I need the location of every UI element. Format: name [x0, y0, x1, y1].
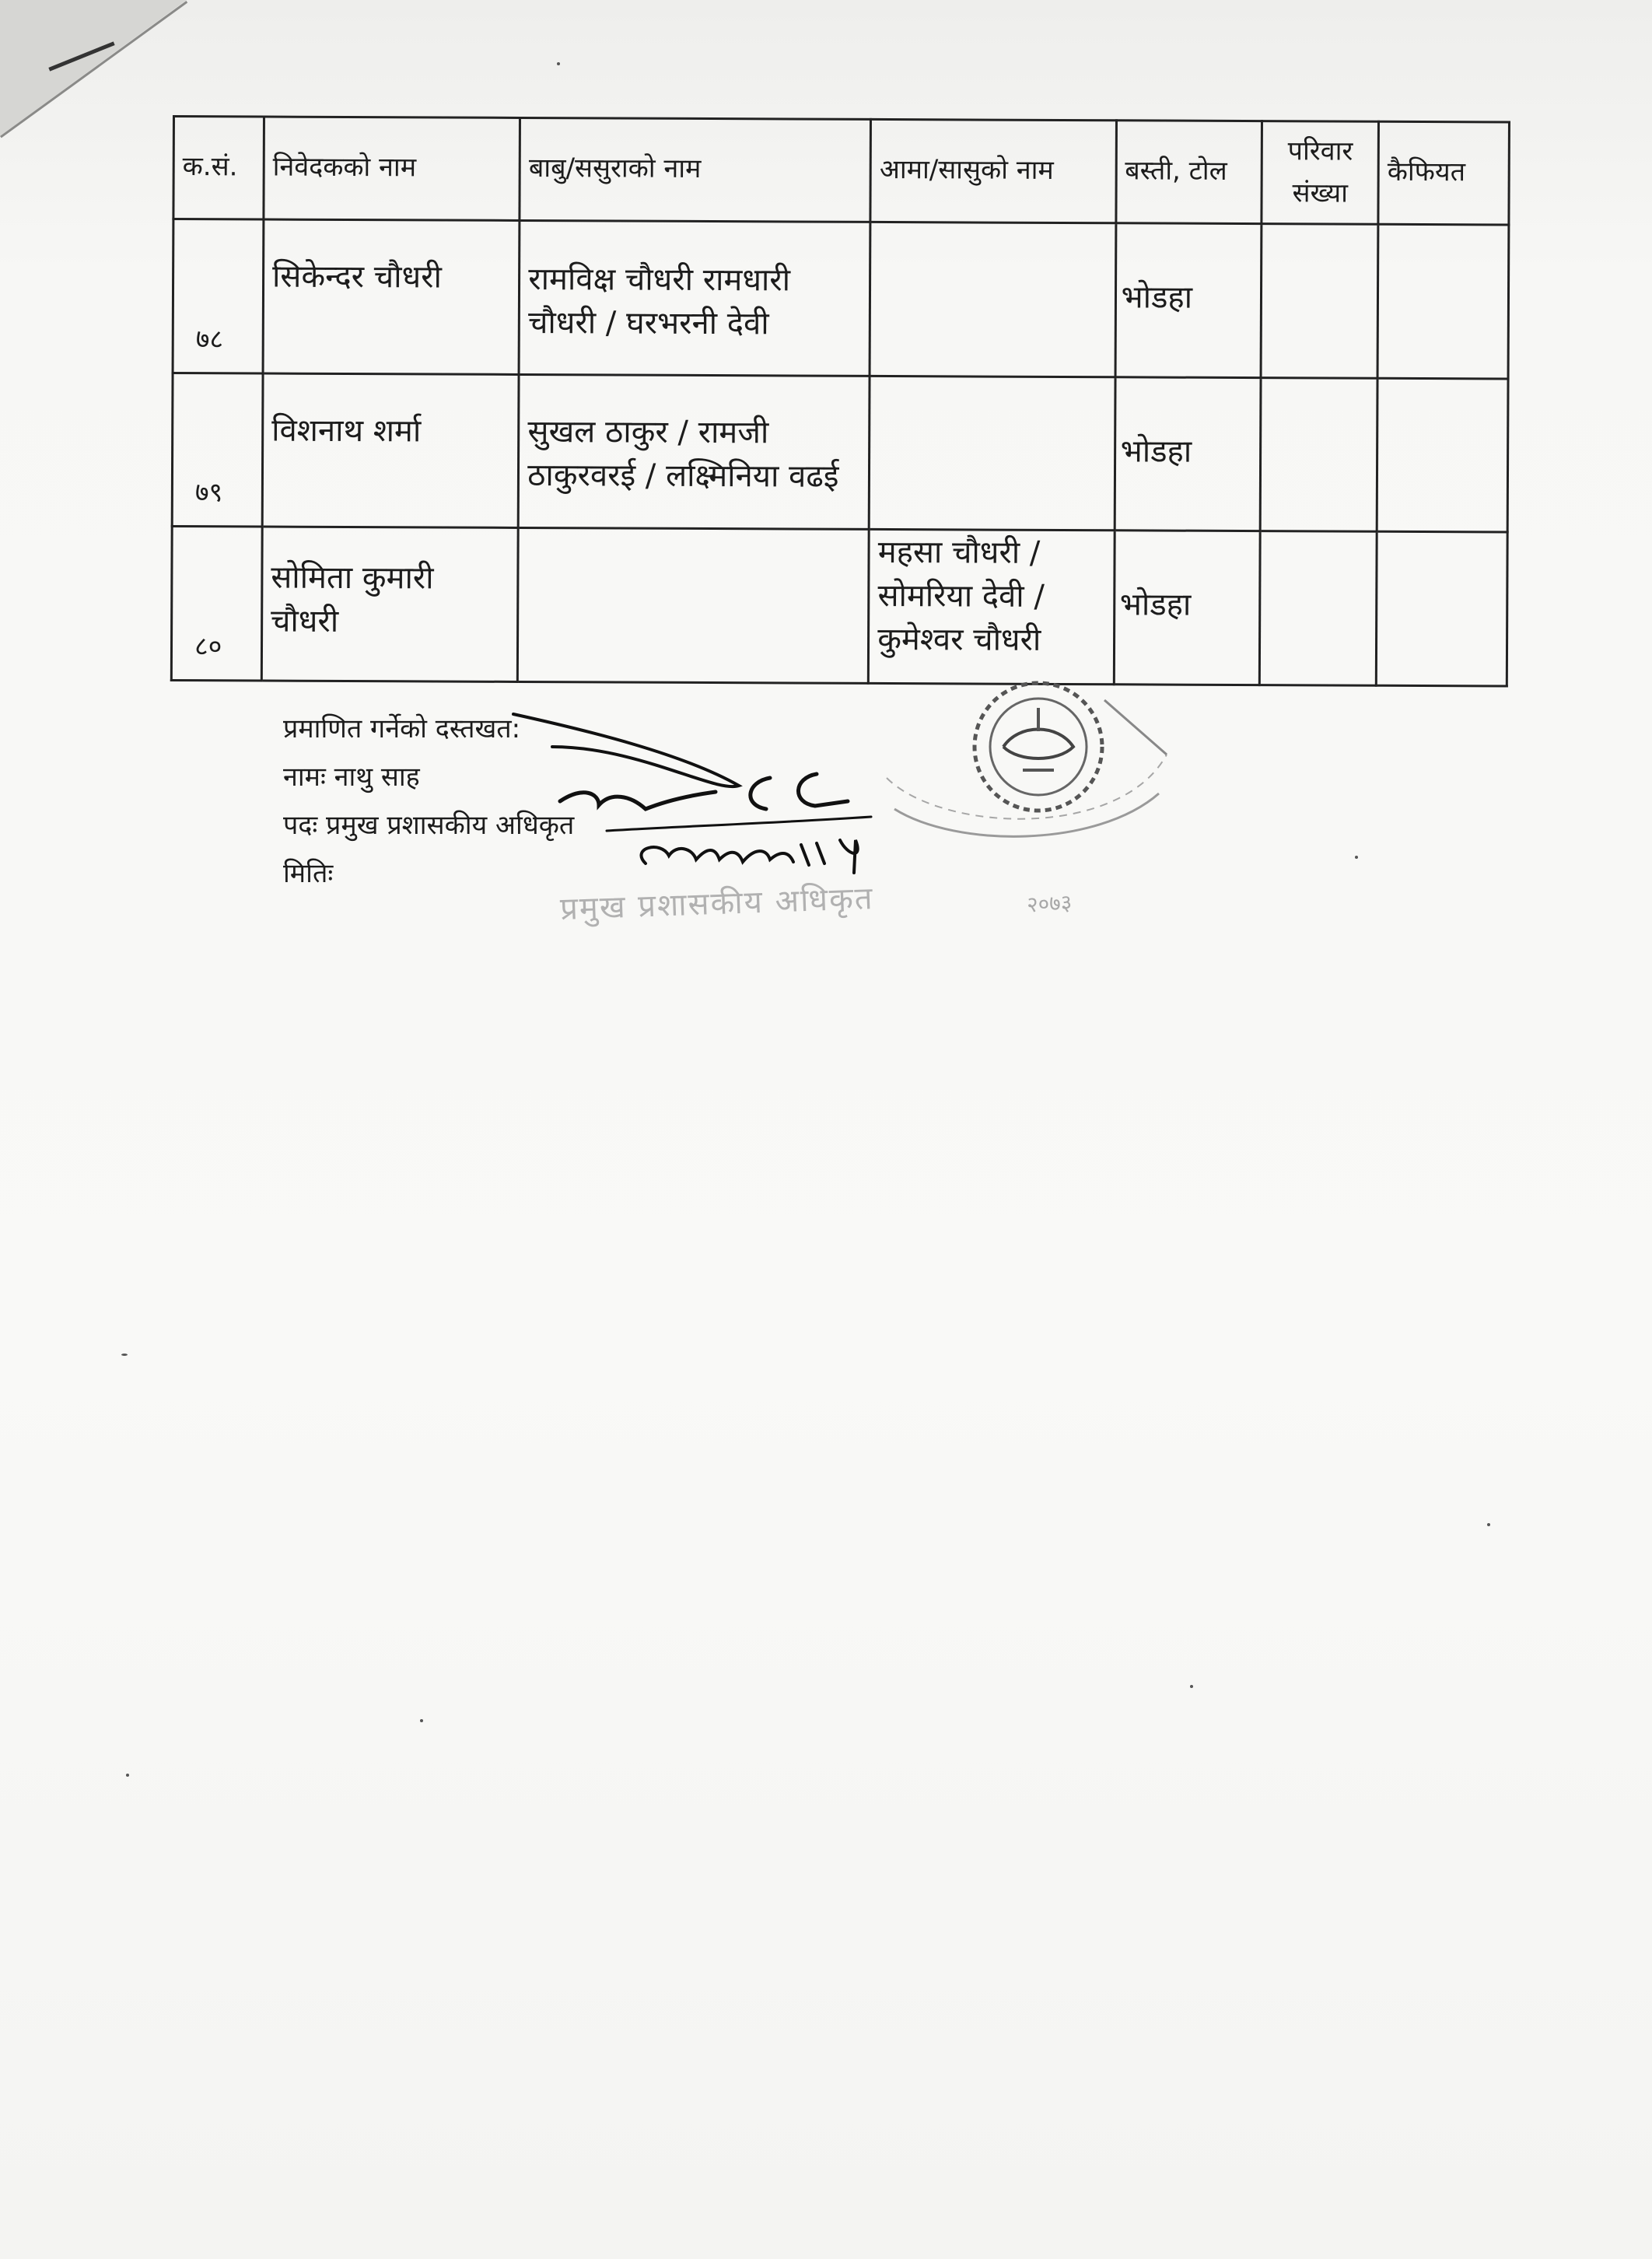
row-sn: ८० — [171, 527, 262, 681]
signature-label: प्रमाणित गर्नेको दस्तखत: — [283, 713, 521, 744]
scan-speck — [1355, 856, 1358, 859]
row-family-count — [1261, 224, 1378, 378]
row-remarks — [1377, 224, 1509, 378]
row-father-name — [518, 528, 870, 684]
row-father-name: सुखल ठाकुर / रामजी ठाकुरवरई / लक्ष्मिनिया वढई — [518, 374, 870, 530]
date-label: मितिः — [283, 858, 334, 889]
scan-speck — [126, 1774, 129, 1777]
table-header-row — [173, 117, 1510, 225]
header-mother-name: आमा/सासुको नाम — [870, 119, 1116, 222]
scan-speck — [121, 1354, 128, 1356]
table-row — [173, 219, 1509, 379]
office-seal — [871, 653, 1182, 902]
row-remarks — [1377, 378, 1508, 532]
row-mother-name — [869, 376, 1115, 531]
row-place: भोडहा — [1114, 531, 1261, 685]
row-applicant-name: विशनाथ शर्मा — [262, 373, 519, 528]
row-sn: ७८ — [173, 219, 264, 373]
row-mother-name: महसा चौधरी / सोमरिया देवी / कुमेश्वर चौधरी — [869, 530, 1115, 685]
officer-name: नामः नाथु साह — [283, 762, 420, 793]
header-place: बस्ती, टोल — [1115, 121, 1262, 224]
row-father-name: रामविक्ष चौधरी रामधारी चौधरी / घरभरनी देवी — [519, 220, 870, 376]
office-stamp-year: २०७३ — [1026, 889, 1073, 918]
row-place: भोडहा — [1115, 223, 1262, 377]
applicant-register-table — [170, 115, 1510, 687]
header-applicant-name: निवेदकको नाम — [264, 117, 520, 220]
scan-speck — [1190, 1685, 1193, 1688]
office-stamp-text: प्रमुख प्रशासकीय अधिकृत — [559, 880, 875, 928]
row-place: भोडहा — [1115, 376, 1262, 531]
header-father-name: बाबु/ससुराको नाम — [520, 117, 871, 222]
row-mother-name — [870, 222, 1115, 376]
table-row — [171, 527, 1507, 686]
handwritten-signature — [482, 700, 918, 887]
row-remarks — [1376, 532, 1507, 686]
header-family-count: परिवार संख्या — [1262, 121, 1378, 225]
header-remarks: कैफियत — [1378, 121, 1509, 225]
scan-speck — [557, 62, 560, 65]
header-sn: क.सं. — [173, 117, 264, 220]
scan-speck — [1487, 1523, 1490, 1526]
row-applicant-name: सोमिता कुमारी चौधरी — [261, 527, 518, 681]
row-family-count — [1260, 377, 1377, 531]
row-family-count — [1260, 531, 1377, 685]
row-sn: ७९ — [172, 373, 263, 527]
officer-post: पदः प्रमुख प्रशासकीय अधिकृत — [283, 810, 575, 841]
row-applicant-name: सिकेन्दर चौधरी — [263, 219, 520, 374]
scan-speck — [420, 1719, 423, 1722]
table-row — [172, 373, 1508, 532]
